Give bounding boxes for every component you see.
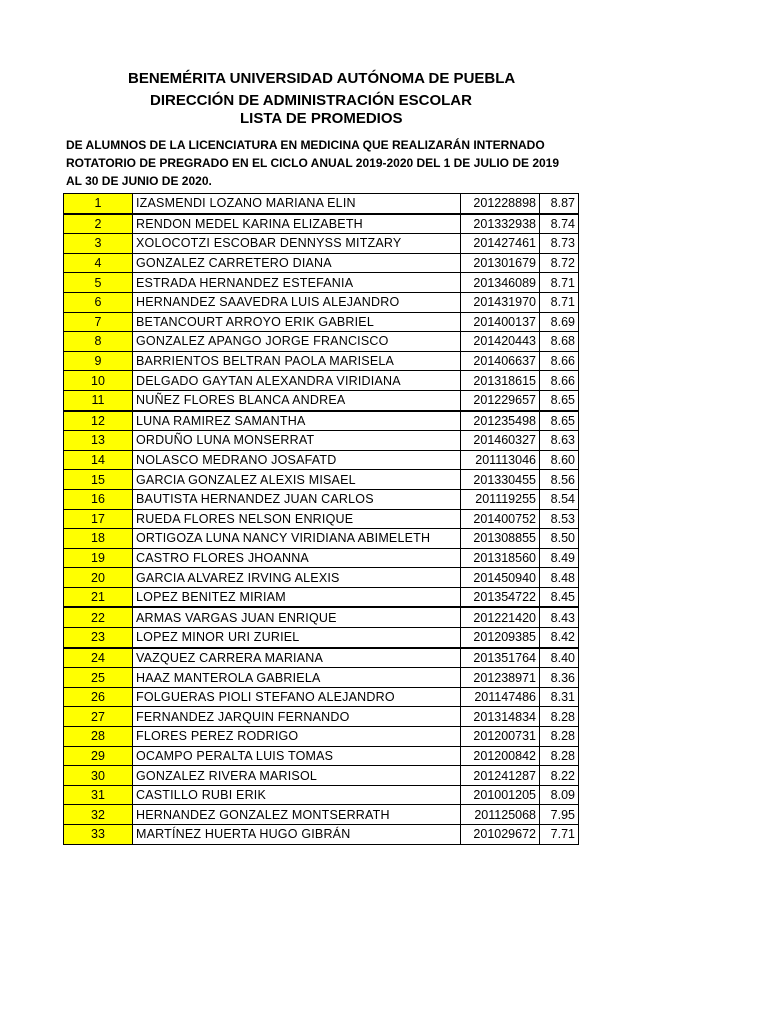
table-row — [64, 450, 579, 470]
student-id-cell: 201318560 — [461, 548, 540, 568]
student-name-cell: IZASMENDI LOZANO MARIANA ELIN — [133, 194, 461, 214]
row-number-cell: 14 — [64, 450, 133, 470]
grade-average-cell: 8.45 — [540, 587, 579, 607]
row-number-cell: 18 — [64, 529, 133, 549]
student-id-cell: 201221420 — [461, 607, 540, 627]
grade-average-cell: 8.65 — [540, 390, 579, 410]
row-number-cell: 29 — [64, 746, 133, 766]
student-name-cell: GARCIA GONZALEZ ALEXIS MISAEL — [133, 470, 461, 490]
student-id-cell: 201029672 — [461, 825, 540, 845]
row-number-cell: 15 — [64, 470, 133, 490]
student-name-cell: RENDON MEDEL KARINA ELIZABETH — [133, 214, 461, 234]
table-row — [64, 273, 579, 293]
row-number-cell: 20 — [64, 568, 133, 588]
row-number-cell: 32 — [64, 805, 133, 825]
row-number-cell: 19 — [64, 548, 133, 568]
student-id-cell: 201001205 — [461, 785, 540, 805]
grade-average-cell: 8.56 — [540, 470, 579, 490]
grade-average-cell: 7.71 — [540, 825, 579, 845]
student-id-cell: 201241287 — [461, 766, 540, 786]
student-name-cell: FLORES PEREZ RODRIGO — [133, 727, 461, 747]
grade-average-cell: 8.28 — [540, 727, 579, 747]
grade-average-cell: 8.66 — [540, 371, 579, 391]
grade-average-cell: 8.28 — [540, 707, 579, 727]
grade-average-cell: 8.40 — [540, 648, 579, 668]
table-row — [64, 214, 579, 234]
grade-average-cell: 8.36 — [540, 668, 579, 688]
grade-average-cell: 8.65 — [540, 411, 579, 431]
table-row — [64, 607, 579, 627]
row-number-cell: 22 — [64, 607, 133, 627]
row-number-cell: 33 — [64, 825, 133, 845]
table-row — [64, 351, 579, 371]
student-id-cell: 201147486 — [461, 687, 540, 707]
table-row — [64, 687, 579, 707]
grade-average-cell: 8.60 — [540, 450, 579, 470]
table-row — [64, 648, 579, 668]
grade-average-cell: 8.69 — [540, 312, 579, 332]
grades-table — [63, 193, 579, 845]
row-number-cell: 4 — [64, 253, 133, 273]
student-name-cell: NUÑEZ FLORES BLANCA ANDREA — [133, 390, 461, 410]
grade-average-cell: 8.63 — [540, 431, 579, 451]
student-id-cell: 201460327 — [461, 431, 540, 451]
table-row — [64, 390, 579, 410]
grade-average-cell: 8.43 — [540, 607, 579, 627]
row-number-cell: 13 — [64, 431, 133, 451]
row-number-cell: 27 — [64, 707, 133, 727]
student-name-cell: HERNANDEZ SAAVEDRA LUIS ALEJANDRO — [133, 292, 461, 312]
row-number-cell: 21 — [64, 587, 133, 607]
table-row — [64, 509, 579, 529]
grade-average-cell: 7.95 — [540, 805, 579, 825]
row-number-cell: 5 — [64, 273, 133, 293]
student-name-cell: ESTRADA HERNANDEZ ESTEFANIA — [133, 273, 461, 293]
table-row — [64, 529, 579, 549]
table-row — [64, 766, 579, 786]
student-id-cell: 201238971 — [461, 668, 540, 688]
student-id-cell: 201209385 — [461, 628, 540, 648]
grade-average-cell: 8.74 — [540, 214, 579, 234]
grade-average-cell: 8.28 — [540, 746, 579, 766]
student-id-cell: 201450940 — [461, 568, 540, 588]
grade-average-cell: 8.49 — [540, 548, 579, 568]
table-row — [64, 628, 579, 648]
student-name-cell: GONZALEZ CARRETERO DIANA — [133, 253, 461, 273]
document-description: DE ALUMNOS DE LA LICENCIATURA EN MEDICINA QUE REALIZARÁN INTERNADO ROTATORIO DE PREGRADO EN EL CICLO ANUAL 2019-2020 DEL 1 DE JULIO DE 2019 AL 30 DE JUNIO DE 2020. — [66, 138, 560, 188]
table-row — [64, 668, 579, 688]
row-number-cell: 17 — [64, 509, 133, 529]
row-number-cell: 23 — [64, 628, 133, 648]
row-number-cell: 2 — [64, 214, 133, 234]
grade-average-cell: 8.71 — [540, 292, 579, 312]
student-id-cell: 201308855 — [461, 529, 540, 549]
table-row — [64, 411, 579, 431]
row-number-cell: 10 — [64, 371, 133, 391]
table-row — [64, 371, 579, 391]
grade-average-cell: 8.68 — [540, 332, 579, 352]
row-number-cell: 30 — [64, 766, 133, 786]
student-name-cell: LUNA RAMIREZ SAMANTHA — [133, 411, 461, 431]
table-row — [64, 707, 579, 727]
student-id-cell: 201330455 — [461, 470, 540, 490]
row-number-cell: 11 — [64, 390, 133, 410]
table-row — [64, 727, 579, 747]
student-name-cell: GARCIA ALVAREZ IRVING ALEXIS — [133, 568, 461, 588]
student-name-cell: VAZQUEZ CARRERA MARIANA — [133, 648, 461, 668]
grade-average-cell: 8.09 — [540, 785, 579, 805]
student-id-cell: 201354722 — [461, 587, 540, 607]
student-id-cell: 201346089 — [461, 273, 540, 293]
row-number-cell: 1 — [64, 194, 133, 214]
student-id-cell: 201200731 — [461, 727, 540, 747]
student-name-cell: HERNANDEZ GONZALEZ MONTSERRATH — [133, 805, 461, 825]
grade-average-cell: 8.42 — [540, 628, 579, 648]
student-name-cell: BAUTISTA HERNANDEZ JUAN CARLOS — [133, 489, 461, 509]
student-id-cell: 201406637 — [461, 351, 540, 371]
grade-average-cell: 8.22 — [540, 766, 579, 786]
student-id-cell: 201235498 — [461, 411, 540, 431]
grade-average-cell: 8.73 — [540, 234, 579, 254]
grade-average-cell: 8.71 — [540, 273, 579, 293]
table-row — [64, 470, 579, 490]
table-row — [64, 587, 579, 607]
row-number-cell: 25 — [64, 668, 133, 688]
student-name-cell: CASTILLO RUBI ERIK — [133, 785, 461, 805]
student-id-cell: 201228898 — [461, 194, 540, 214]
row-number-cell: 31 — [64, 785, 133, 805]
table-row — [64, 253, 579, 273]
university-name: BENEMÉRITA UNIVERSIDAD AUTÓNOMA DE PUEBLA — [128, 70, 516, 87]
grade-average-cell: 8.50 — [540, 529, 579, 549]
row-number-cell: 6 — [64, 292, 133, 312]
student-name-cell: GONZALEZ RIVERA MARISOL — [133, 766, 461, 786]
table-row — [64, 825, 579, 845]
student-id-cell: 201314834 — [461, 707, 540, 727]
grade-average-cell: 8.53 — [540, 509, 579, 529]
grade-average-cell: 8.66 — [540, 351, 579, 371]
student-name-cell: BARRIENTOS BELTRAN PAOLA MARISELA — [133, 351, 461, 371]
row-number-cell: 16 — [64, 489, 133, 509]
student-id-cell: 201301679 — [461, 253, 540, 273]
row-number-cell: 3 — [64, 234, 133, 254]
student-name-cell: DELGADO GAYTAN ALEXANDRA VIRIDIANA — [133, 371, 461, 391]
table-row — [64, 785, 579, 805]
row-number-cell: 26 — [64, 687, 133, 707]
row-number-cell: 7 — [64, 312, 133, 332]
student-id-cell: 201431970 — [461, 292, 540, 312]
student-name-cell: MARTÍNEZ HUERTA HUGO GIBRÁN — [133, 825, 461, 845]
table-row — [64, 194, 579, 214]
student-name-cell: RUEDA FLORES NELSON ENRIQUE — [133, 509, 461, 529]
student-name-cell: CASTRO FLORES JHOANNA — [133, 548, 461, 568]
student-name-cell: OCAMPO PERALTA LUIS TOMAS — [133, 746, 461, 766]
student-id-cell: 201332938 — [461, 214, 540, 234]
grade-average-cell: 8.31 — [540, 687, 579, 707]
document-title: LISTA DE PROMEDIOS — [240, 110, 403, 127]
student-name-cell: ARMAS VARGAS JUAN ENRIQUE — [133, 607, 461, 627]
table-row — [64, 548, 579, 568]
table-row — [64, 292, 579, 312]
student-id-cell: 201400137 — [461, 312, 540, 332]
row-number-cell: 24 — [64, 648, 133, 668]
student-id-cell: 201229657 — [461, 390, 540, 410]
table-row — [64, 805, 579, 825]
row-number-cell: 28 — [64, 727, 133, 747]
grade-average-cell: 8.72 — [540, 253, 579, 273]
table-row — [64, 234, 579, 254]
table-row — [64, 431, 579, 451]
student-name-cell: NOLASCO MEDRANO JOSAFATD — [133, 450, 461, 470]
grade-average-cell: 8.54 — [540, 489, 579, 509]
student-id-cell: 201125068 — [461, 805, 540, 825]
table-row — [64, 746, 579, 766]
row-number-cell: 8 — [64, 332, 133, 352]
student-name-cell: FERNANDEZ JARQUIN FERNANDO — [133, 707, 461, 727]
student-id-cell: 201427461 — [461, 234, 540, 254]
student-id-cell: 201400752 — [461, 509, 540, 529]
student-id-cell: 201113046 — [461, 450, 540, 470]
student-name-cell: LOPEZ MINOR URI ZURIEL — [133, 628, 461, 648]
student-id-cell: 201200842 — [461, 746, 540, 766]
student-name-cell: GONZALEZ APANGO JORGE FRANCISCO — [133, 332, 461, 352]
student-id-cell: 201318615 — [461, 371, 540, 391]
table-row — [64, 332, 579, 352]
student-name-cell: HAAZ MANTEROLA GABRIELA — [133, 668, 461, 688]
student-name-cell: LOPEZ BENITEZ MIRIAM — [133, 587, 461, 607]
student-id-cell: 201351764 — [461, 648, 540, 668]
table-row — [64, 568, 579, 588]
grade-average-cell: 8.48 — [540, 568, 579, 588]
table-row — [64, 312, 579, 332]
student-id-cell: 201119255 — [461, 489, 540, 509]
student-name-cell: BETANCOURT ARROYO ERIK GABRIEL — [133, 312, 461, 332]
student-name-cell: ORDUÑO LUNA MONSERRAT — [133, 431, 461, 451]
grades-table-body — [64, 194, 579, 845]
table-row — [64, 489, 579, 509]
student-name-cell: ORTIGOZA LUNA NANCY VIRIDIANA ABIMELETH — [133, 529, 461, 549]
grade-average-cell: 8.87 — [540, 194, 579, 214]
row-number-cell: 12 — [64, 411, 133, 431]
student-id-cell: 201420443 — [461, 332, 540, 352]
department-name: DIRECCIÓN DE ADMINISTRACIÓN ESCOLAR — [150, 92, 472, 109]
row-number-cell: 9 — [64, 351, 133, 371]
student-name-cell: XOLOCOTZI ESCOBAR DENNYSS MITZARY — [133, 234, 461, 254]
student-name-cell: FOLGUERAS PIOLI STEFANO ALEJANDRO — [133, 687, 461, 707]
